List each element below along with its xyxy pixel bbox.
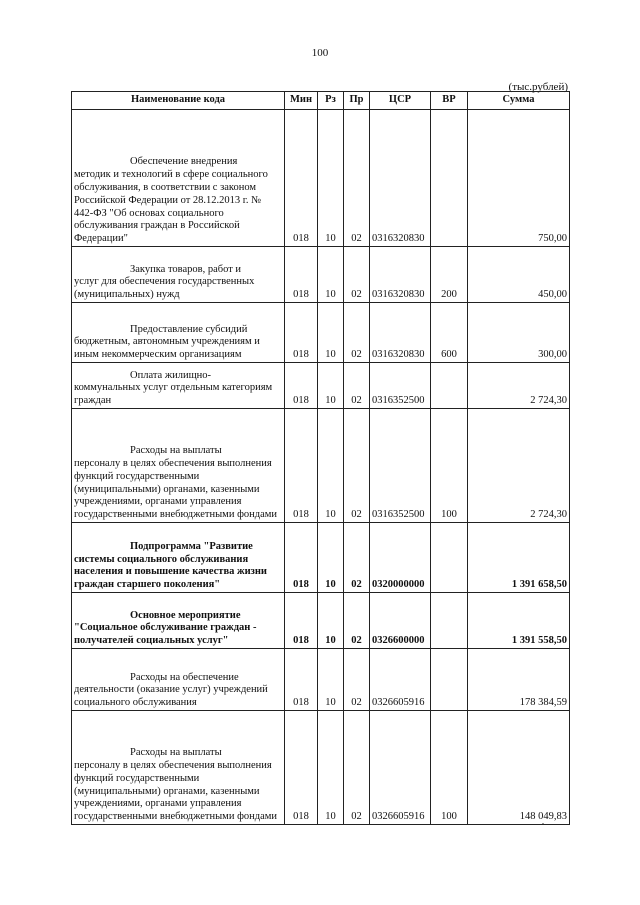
- row-csr: 0316320830: [370, 303, 431, 363]
- table-row: [72, 593, 570, 649]
- row-min: 018: [285, 363, 318, 409]
- row-pr: 02: [344, 711, 370, 825]
- row-min: 018: [285, 409, 318, 523]
- row-csr: 0326600000: [370, 593, 431, 649]
- row-min: 018: [285, 711, 318, 825]
- row-pr: 02: [344, 523, 370, 593]
- row-pr: 02: [344, 409, 370, 523]
- header-row: [72, 92, 570, 110]
- row-min: 018: [285, 247, 318, 303]
- units-label: (тыс.рублей): [508, 81, 568, 93]
- row-csr: 0316320830: [370, 110, 431, 247]
- row-rz: 10: [318, 110, 344, 247]
- row-vr: [431, 523, 468, 593]
- row-pr: 02: [344, 363, 370, 409]
- row-name: Предоставление субсидий бюджетным, автономным учреждениям и иным некоммерческим организациям: [72, 303, 285, 363]
- table-row: [72, 363, 570, 409]
- table-row: [72, 711, 570, 825]
- row-vr: [431, 593, 468, 649]
- row-name: Подпрограмма "Развитие системы социального обслуживания населения и повышение качества жизни граждан старшего поколения": [72, 523, 285, 593]
- row-rz: 10: [318, 303, 344, 363]
- row-rz: 10: [318, 247, 344, 303]
- row-rz: 10: [318, 409, 344, 523]
- row-vr: 100: [431, 711, 468, 825]
- row-sum: 300,00: [468, 303, 570, 363]
- row-name: Расходы на обеспечение деятельности (оказание услуг) учреждений социального обслуживания: [72, 649, 285, 711]
- row-csr: 0320000000: [370, 523, 431, 593]
- row-min: 018: [285, 593, 318, 649]
- table-row: [72, 303, 570, 363]
- header-vr: ВР: [431, 92, 468, 110]
- row-rz: 10: [318, 593, 344, 649]
- row-min: 018: [285, 303, 318, 363]
- scan-speck: [542, 823, 544, 824]
- row-sum: 1 391 658,50: [468, 523, 570, 593]
- header-min: Мин: [285, 92, 318, 110]
- row-rz: 10: [318, 363, 344, 409]
- row-rz: 10: [318, 649, 344, 711]
- row-sum: 1 391 558,50: [468, 593, 570, 649]
- row-sum: 750,00: [468, 110, 570, 247]
- header-pr: Пр: [344, 92, 370, 110]
- row-csr: 0316352500: [370, 363, 431, 409]
- table-row: [72, 649, 570, 711]
- table-row: [72, 523, 570, 593]
- table-row: [72, 110, 570, 247]
- row-sum: 450,00: [468, 247, 570, 303]
- row-sum: 178 384,59: [468, 649, 570, 711]
- row-min: 018: [285, 110, 318, 247]
- header-sum: Сумма: [468, 92, 570, 110]
- row-vr: 200: [431, 247, 468, 303]
- page-number: 100: [311, 47, 329, 59]
- row-pr: 02: [344, 247, 370, 303]
- budget-table: [71, 91, 570, 825]
- row-name: Расходы на выплаты персоналу в целях обеспечения выполнения функций государственными (муниципальными) органами, казенными учреждениями, органами управления государственными внебюджетными фондами: [72, 409, 285, 523]
- row-vr: [431, 649, 468, 711]
- row-rz: 10: [318, 711, 344, 825]
- row-pr: 02: [344, 303, 370, 363]
- row-pr: 02: [344, 649, 370, 711]
- row-vr: 600: [431, 303, 468, 363]
- row-vr: [431, 110, 468, 247]
- row-pr: 02: [344, 593, 370, 649]
- row-rz: 10: [318, 523, 344, 593]
- row-vr: 100: [431, 409, 468, 523]
- row-csr: 0326605916: [370, 711, 431, 825]
- row-pr: 02: [344, 110, 370, 247]
- row-min: 018: [285, 649, 318, 711]
- row-csr: 0316352500: [370, 409, 431, 523]
- row-sum: 2 724,30: [468, 409, 570, 523]
- row-name: Обеспечение внедрения методик и технологий в сфере социального обслуживания, в соответствии с законом Российской Федерации от 28.12.2013 г. № 442-ФЗ "Об основах социального обслуживания граждан в Российской Федерации": [72, 110, 285, 247]
- row-csr: 0326605916: [370, 649, 431, 711]
- row-vr: [431, 363, 468, 409]
- header-rz: Рз: [318, 92, 344, 110]
- row-min: 018: [285, 523, 318, 593]
- row-name: Оплата жилищно- коммунальных услуг отдельным категориям граждан: [72, 363, 285, 409]
- row-csr: 0316320830: [370, 247, 431, 303]
- table-row: [72, 409, 570, 523]
- row-name: Основное мероприятие "Социальное обслуживание граждан - получателей социальных услуг": [72, 593, 285, 649]
- table-row: [72, 247, 570, 303]
- row-sum: 148 049,83: [468, 711, 570, 825]
- header-name: Наименование кода: [72, 92, 285, 110]
- header-csr: ЦСР: [370, 92, 431, 110]
- row-name: Расходы на выплаты персоналу в целях обеспечения выполнения функций государственными (муниципальными) органами, казенными учреждениями, органами управления государственными внебюджетными фондами: [72, 711, 285, 825]
- row-sum: 2 724,30: [468, 363, 570, 409]
- row-name: Закупка товаров, работ и услуг для обеспечения государственных (муниципальных) нужд: [72, 247, 285, 303]
